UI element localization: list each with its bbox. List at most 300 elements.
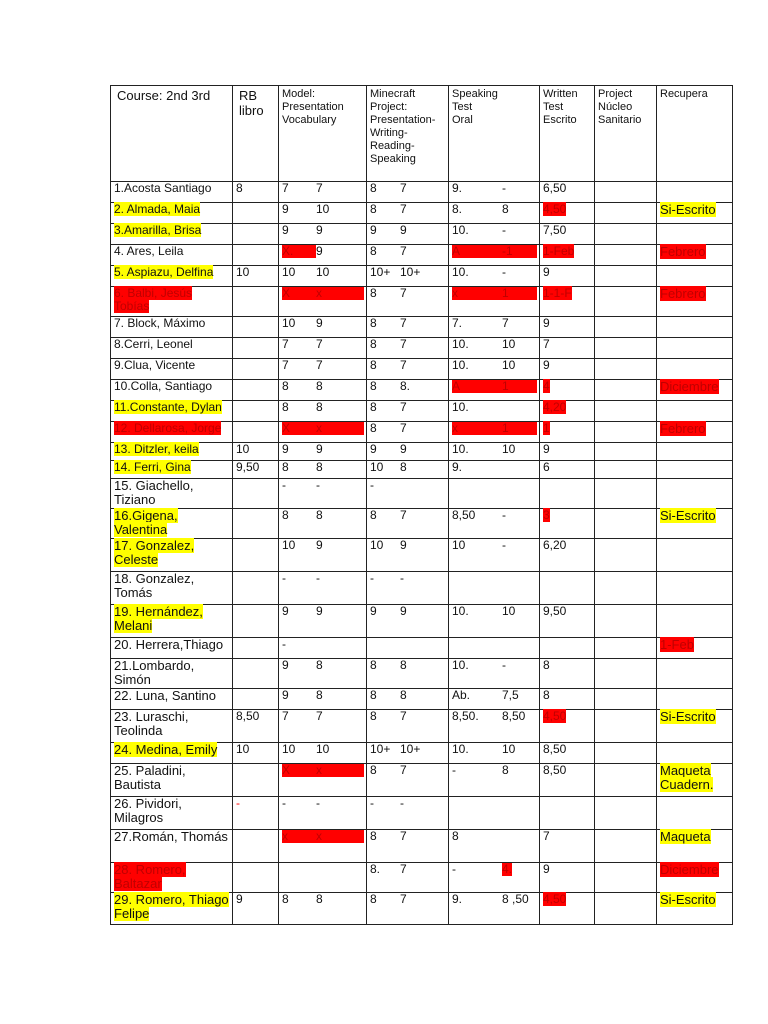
table-row [111,605,733,638]
recupera-cell [657,224,733,245]
recupera-value: Si-Escrito [660,508,716,523]
model-value-second: 9 [316,223,323,237]
speaking-value-first: 10. [452,400,469,414]
table-row [111,689,733,710]
recupera-value: Febrero [660,244,706,259]
written-header-line: Test [543,101,564,113]
student-name-cell [111,203,233,224]
model-cell [279,203,367,224]
student-name: 14. Ferri, Gina [114,460,191,474]
model-value-first: 7 [282,709,289,723]
written-value: 9 [543,358,550,372]
written-cell [540,659,595,689]
student-name-cell [111,338,233,359]
model-cell [279,893,367,925]
model-cell [279,797,367,830]
recupera-cell [657,743,733,764]
minecraft-value-second: 7 [400,421,407,435]
minecraft-value-first: 8. [370,862,381,876]
table-row [111,830,733,863]
recupera-value: Maqueta [660,829,711,844]
rb-libro-value: 8 [236,181,243,195]
table-row [111,461,733,479]
project-cell [595,863,657,893]
minecraft-cell [367,422,449,443]
recupera-cell [657,893,733,925]
table-row [111,638,733,659]
model-value-second: 8 [316,688,323,702]
model-header [279,86,367,182]
recupera-cell [657,572,733,605]
rb-libro-cell [233,245,279,266]
recupera-cell [657,479,733,509]
minecraft-cell [367,380,449,401]
minecraft-cell [367,659,449,689]
minecraft-value-second: 7 [400,286,407,300]
model-value-second: 9 [316,604,323,618]
minecraft-cell [367,743,449,764]
student-name: 10.Colla, Santiago [114,379,213,393]
minecraft-cell [367,605,449,638]
project-cell [595,797,657,830]
model-cell [279,572,367,605]
student-name: 11.Constante, Dylan [114,400,222,414]
model-header-line: Vocabulary [282,114,337,126]
student-name-cell [111,605,233,638]
project-cell [595,182,657,203]
table-row [111,443,733,461]
model-value-first: X [282,421,291,435]
model-value-second: 10 [316,202,330,216]
student-name: 1.Acosta Santiago [114,181,212,195]
speaking-value-first: 10. [452,742,469,756]
student-name-cell [111,764,233,797]
written-cell [540,572,595,605]
project-header-line: Project [598,88,633,100]
recupera-cell [657,638,733,659]
model-value-second: 8 [316,460,323,474]
model-cell [279,830,367,863]
project-header [595,86,657,182]
model-value-first: 10 [282,316,296,330]
minecraft-value-second: 8 [400,688,407,702]
speaking-header-line: Test [452,101,473,113]
table-row [111,863,733,893]
minecraft-value-first: 8 [370,829,377,843]
written-cell [540,461,595,479]
written-cell [540,443,595,461]
rb-libro-cell [233,443,279,461]
project-cell [595,203,657,224]
grades-table [110,85,733,925]
student-name: 19. Hernández, Melani [114,604,203,633]
minecraft-value-first: 10 [370,460,384,474]
table-row [111,224,733,245]
recupera-cell [657,764,733,797]
student-name-cell [111,266,233,287]
written-cell [540,638,595,659]
minecraft-cell [367,461,449,479]
model-value-second: 9 [316,316,323,330]
table-row [111,245,733,266]
speaking-value-first: 8. [452,202,463,216]
student-name: 18. Gonzalez, Tomás [114,571,195,600]
minecraft-value-second: 7 [400,244,407,258]
speaking-value-second: - [502,508,506,522]
model-value-second: 9 [316,442,323,456]
minecraft-header [367,86,449,182]
recupera-cell [657,287,733,317]
speaking-cell [449,266,540,287]
rb-libro-cell [233,710,279,743]
minecraft-cell [367,797,449,830]
student-name: 3.Amarilla, Brisa [114,223,202,237]
model-cell [279,266,367,287]
student-name: 12. Dellarosa, Jorge [114,421,222,435]
project-cell [595,710,657,743]
written-cell [540,245,595,266]
rb-libro-cell [233,461,279,479]
written-cell [540,317,595,338]
speaking-cell [449,710,540,743]
speaking-value-first: 8 [452,829,459,843]
written-value: 1 [543,421,550,435]
recupera-cell [657,317,733,338]
table-row [111,659,733,689]
recupera-cell [657,509,733,539]
model-cell [279,659,367,689]
model-value-second: x [316,763,322,777]
written-cell [540,743,595,764]
speaking-value-second: 10 [502,604,516,618]
speaking-cell [449,359,540,380]
model-value-second: - [316,478,320,492]
written-value: 7 [543,829,550,843]
speaking-value-first: 10. [452,265,469,279]
written-value: 9 [543,316,550,330]
speaking-value-second: 8 ,50 [502,892,529,906]
recupera-cell [657,338,733,359]
recupera-cell [657,797,733,830]
speaking-value-first: 10. [452,442,469,456]
minecraft-cell [367,359,449,380]
speaking-value-first: 7. [452,316,463,330]
table-row [111,572,733,605]
speaking-cell [449,422,540,443]
table-row [111,797,733,830]
model-value-second: - [316,571,320,585]
speaking-value-second: 10 [502,442,516,456]
project-cell [595,338,657,359]
model-value-second: x [316,421,322,435]
minecraft-cell [367,203,449,224]
minecraft-value-second: 9 [400,538,407,552]
speaking-cell [449,380,540,401]
minecraft-value-second: 8. [400,379,411,393]
speaking-cell [449,245,540,266]
minecraft-value-first: 8 [370,202,377,216]
minecraft-cell [367,509,449,539]
recupera-cell [657,659,733,689]
written-value: 4,50 [543,892,567,906]
table-row [111,743,733,764]
table-row [111,380,733,401]
speaking-cell [449,479,540,509]
project-cell [595,689,657,710]
model-value-first: 10 [282,742,296,756]
written-value: 1-1-F [543,286,572,300]
speaking-cell [449,338,540,359]
header-row [111,86,733,182]
minecraft-cell [367,893,449,925]
minecraft-value-second: 7 [400,358,407,372]
recupera-header [657,86,733,182]
project-cell [595,443,657,461]
minecraft-cell [367,401,449,422]
student-name-cell [111,422,233,443]
rb-libro-cell [233,509,279,539]
model-cell [279,245,367,266]
minecraft-header-line: Presentation- [370,114,436,126]
model-value-second: 7 [316,181,323,195]
table-row [111,338,733,359]
speaking-value-first: 10. [452,337,469,351]
speaking-value-first: 8,50 [452,508,476,522]
minecraft-cell [367,443,449,461]
student-name: 13. Ditzler, keila [114,442,199,456]
model-value-first: 8 [282,508,289,522]
minecraft-value-first: 10 [370,538,384,552]
model-cell [279,710,367,743]
minecraft-value-second: 7 [400,892,407,906]
minecraft-value-second: 7 [400,181,407,195]
model-value-second: 8 [316,508,323,522]
recupera-cell [657,245,733,266]
table-row [111,479,733,509]
rb-libro-cell [233,743,279,764]
student-name: 2. Almada, Maia [114,202,201,216]
model-cell [279,605,367,638]
project-cell [595,317,657,338]
minecraft-value-second: 10+ [400,742,421,756]
recupera-cell [657,605,733,638]
minecraft-value-first: 8 [370,286,377,300]
minecraft-cell [367,572,449,605]
minecraft-header-line: Project: [370,101,408,113]
minecraft-cell [367,266,449,287]
minecraft-cell [367,539,449,572]
rb-libro-value: 9 [236,892,243,906]
recupera-cell [657,461,733,479]
rb-header-line: libro [239,103,264,118]
student-name-cell [111,479,233,509]
written-cell [540,401,595,422]
student-name-cell [111,317,233,338]
student-name: 20. Herrera,Thiago [114,637,224,652]
written-value: 7,50 [543,223,567,237]
student-name-cell [111,401,233,422]
speaking-value-second: -1 [502,244,513,258]
recupera-value: Si-Escrito [660,709,716,724]
minecraft-value-first: - [370,571,374,585]
speaking-cell [449,764,540,797]
model-cell [279,509,367,539]
minecraft-value-first: 10+ [370,265,391,279]
speaking-header [449,86,540,182]
student-name: 28. Romero, Baltazar [114,862,186,891]
minecraft-value-first: 9 [370,223,377,237]
minecraft-value-second: 10+ [400,265,421,279]
model-header-line: Model: [282,88,316,100]
student-name-cell [111,572,233,605]
minecraft-value-second: 8 [400,460,407,474]
rb-libro-cell [233,605,279,638]
student-name: 21.Lombardo, Simón [114,658,195,687]
minecraft-header-line: Writing- [370,127,408,139]
rb-libro-cell [233,893,279,925]
written-cell [540,797,595,830]
written-cell [540,359,595,380]
written-cell [540,830,595,863]
rb-libro-cell [233,689,279,710]
recupera-value: Si-Escrito [660,202,716,217]
speaking-value-second: - [502,181,506,195]
written-value: 4,50 [543,709,567,723]
rb-libro-cell [233,479,279,509]
minecraft-value-second: 7 [400,829,407,843]
speaking-header-line: Oral [452,114,473,126]
model-value-second: 10 [316,742,330,756]
recupera-cell [657,689,733,710]
student-name-cell [111,359,233,380]
project-cell [595,764,657,797]
speaking-value-first: 10. [452,604,469,618]
model-value-second: - [316,796,320,810]
minecraft-value-first: 9 [370,604,377,618]
project-cell [595,401,657,422]
recupera-cell [657,266,733,287]
written-cell [540,422,595,443]
speaking-cell [449,572,540,605]
speaking-value-second: 7 [502,316,509,330]
model-cell [279,689,367,710]
student-name-cell [111,893,233,925]
model-value-second: 8 [316,892,323,906]
student-name-cell [111,659,233,689]
table-row [111,893,733,925]
project-cell [595,743,657,764]
recupera-cell [657,863,733,893]
written-value: 6,20 [543,538,567,552]
minecraft-value-first: 8 [370,421,377,435]
model-cell [279,422,367,443]
minecraft-value-first: 8 [370,658,377,672]
student-name-cell [111,182,233,203]
model-value-first: 7 [282,181,289,195]
model-value-first: - [282,478,286,492]
minecraft-value-first: 8 [370,508,377,522]
model-cell [279,479,367,509]
recupera-cell [657,422,733,443]
student-name: 29. Romero, Thiago Felipe [114,892,229,921]
model-cell [279,401,367,422]
student-name-cell [111,224,233,245]
minecraft-value-second: 7 [400,337,407,351]
model-cell [279,182,367,203]
model-cell [279,443,367,461]
written-cell [540,203,595,224]
minecraft-value-second: 7 [400,763,407,777]
model-cell [279,638,367,659]
written-cell [540,380,595,401]
model-value-first: - [282,571,286,585]
written-cell [540,764,595,797]
student-name: 25. Paladini, Bautista [114,763,186,792]
project-cell [595,605,657,638]
speaking-cell [449,893,540,925]
written-value: 9,50 [543,604,567,618]
speaking-cell [449,830,540,863]
table-row [111,359,733,380]
minecraft-value-first: 8 [370,358,377,372]
recupera-value: Diciembre [660,862,719,877]
table-row [111,266,733,287]
written-value: 7 [543,337,550,351]
written-cell [540,338,595,359]
recupera-value: Febrero [660,421,706,436]
written-cell [540,863,595,893]
speaking-cell [449,182,540,203]
written-cell [540,539,595,572]
minecraft-value-first: 10+ [370,742,391,756]
model-value-first: 8 [282,400,289,414]
written-cell [540,893,595,925]
speaking-value-first: 9. [452,460,463,474]
minecraft-cell [367,830,449,863]
model-value-first: 9 [282,604,289,618]
speaking-cell [449,863,540,893]
model-value-first: 8 [282,460,289,474]
speaking-value-second: - [502,265,506,279]
speaking-cell [449,539,540,572]
model-value-second: 8 [316,658,323,672]
speaking-value-second: 1 [502,286,509,300]
rb-libro-cell [233,182,279,203]
written-cell [540,182,595,203]
table-row [111,182,733,203]
student-name: 16.Gigena, Valentina [114,508,178,537]
project-cell [595,659,657,689]
recupera-cell [657,443,733,461]
speaking-value-second: 8 [502,763,509,777]
project-cell [595,359,657,380]
speaking-value-second: 7,5 [502,688,519,702]
minecraft-cell [367,245,449,266]
minecraft-value-first: 8 [370,709,377,723]
student-name-cell [111,539,233,572]
speaking-header-line: Speaking [452,88,498,100]
minecraft-value-first: 8 [370,337,377,351]
speaking-value-second: 10 [502,358,516,372]
student-name: 22. Luna, Santino [114,688,216,703]
written-value: 4 [543,379,550,393]
project-cell [595,539,657,572]
student-name-cell [111,245,233,266]
student-name: 5. Aspiazu, Delfina [114,265,214,279]
minecraft-value-second: - [400,796,404,810]
rb-libro-value: - [236,796,240,810]
table-row [111,317,733,338]
